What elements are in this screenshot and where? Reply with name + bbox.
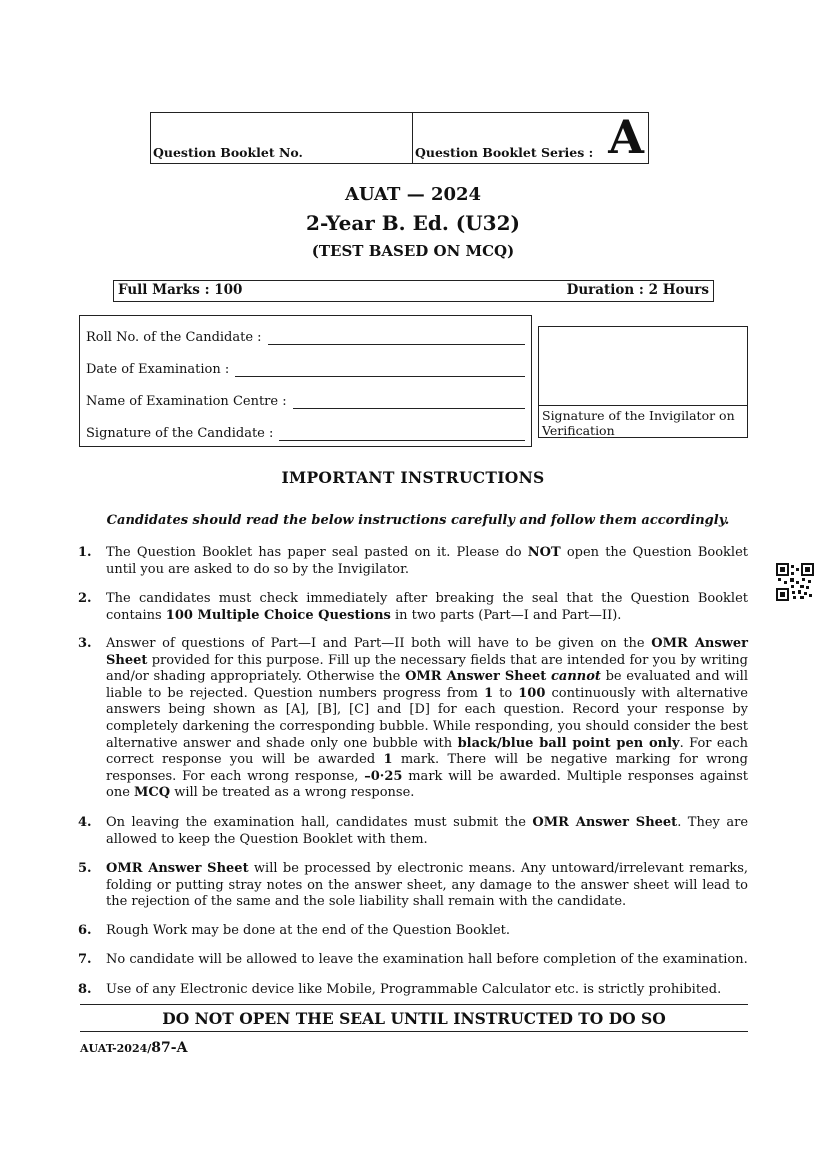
centre-line[interactable] — [293, 407, 525, 409]
duration: Duration : 2 Hours — [566, 282, 709, 298]
footer-rule-top — [80, 1004, 748, 1005]
instruction-item-5 — [78, 861, 748, 911]
instruction-item-4 — [78, 815, 748, 849]
booklet-code — [80, 1040, 187, 1056]
test-type: (TEST BASED ON MCQ) — [311, 242, 515, 260]
marks-duration-box — [113, 280, 714, 302]
booklet-header-box — [150, 112, 649, 164]
course-title: 2-Year B. Ed. (U32) — [306, 211, 520, 235]
exam-title: AUAT — 2024 — [344, 184, 482, 205]
booklet-no-label: Question Booklet No. — [153, 145, 303, 160]
instruction-item-6 — [78, 923, 748, 940]
roll-no-label: Roll No. of the Candidate : — [86, 330, 262, 345]
instruction-item-8 — [78, 982, 748, 999]
roll-no-line[interactable] — [268, 343, 525, 345]
invigilator-label: Signature of the Invigilator on Verification — [539, 405, 747, 437]
booklet-no-cell — [151, 113, 413, 163]
instruction-number: 2. — [78, 591, 92, 606]
instructions-heading: IMPORTANT INSTRUCTIONS — [281, 468, 545, 487]
instruction-text: OMR Answer Sheet will be processed by electronic means. Any untoward/irrelevant remarks, folding or putting stray notes on the answer sheet, any damage to the answer sheet will lead to the rejection of the same and the sole liability shall remain with the candidate. — [106, 861, 748, 910]
series-letter: A — [608, 110, 644, 164]
candidate-details-box — [79, 315, 532, 447]
full-marks: Full Marks : 100 — [118, 282, 243, 298]
instruction-number: 3. — [78, 636, 92, 651]
instruction-number: 1. — [78, 545, 92, 560]
instruction-text: On leaving the examination hall, candidates must submit the OMR Answer Sheet. They are allowed to keep the Question Booklet with them. — [106, 815, 749, 847]
instruction-number: 5. — [78, 861, 92, 876]
instruction-text: The Question Booklet has paper seal pasted on it. Please do NOT open the Question Booklet until you are asked to do so by the Invigilator. — [106, 545, 748, 577]
instruction-item-7 — [78, 952, 748, 969]
instructions-intro: Candidates should read the below instructions carefully and follow them accordingly. — [106, 513, 730, 528]
instruction-number: 6. — [78, 923, 92, 938]
invigilator-signature-box[interactable] — [538, 326, 748, 438]
centre-field[interactable] — [86, 394, 525, 409]
footer-rule-bottom — [80, 1031, 748, 1032]
instruction-text: Rough Work may be done at the end of the Question Booklet. — [106, 923, 511, 938]
instruction-item-3 — [78, 636, 748, 806]
instruction-text: No candidate will be allowed to leave the examination hall before completion of the examination. — [106, 952, 748, 967]
instruction-text: Use of any Electronic device like Mobile, Programmable Calculator etc. is strictly prohibited. — [106, 982, 722, 997]
date-line[interactable] — [235, 375, 525, 377]
booklet-code-suffix: 87-A — [151, 1040, 188, 1056]
signature-field[interactable] — [86, 426, 525, 441]
instruction-item-2 — [78, 591, 748, 625]
seal-notice: DO NOT OPEN THE SEAL UNTIL INSTRUCTED TO DO SO — [162, 1009, 666, 1028]
instruction-number: 8. — [78, 982, 92, 997]
signature-line[interactable] — [279, 439, 525, 441]
instruction-text: The candidates must check immediately after breaking the seal that the Question Booklet contains 100 Multiple Choice Questions in two parts (Part—I and Part—II). — [106, 591, 748, 623]
centre-label: Name of Examination Centre : — [86, 394, 287, 409]
booklet-series-label: Question Booklet Series : — [415, 145, 594, 160]
instruction-text: Answer of questions of Part—I and Part—II both will have to be given on the OMR Answer Sheet provided for this purpose. Fill up the necessary fields that are intended for you by writing and/or shading appropriately. Otherwise the OMR Answer Sheet cannot be evaluated and will liable to be rejected. Question numbers progress from 1 to 100 continuously with alternative answers being shown as [A], [B], [C] and [D] for each question. Record your response by completely darkening the corresponding bubble. While responding, you should consider the best alternative answer and shade only one bubble with black/blue ball point pen only. For each correct response you will be awarded 1 mark. There will be negative marking for wrong responses. For each wrong response, –0·25 mark will be awarded. Multiple responses against one MCQ will be treated as a wrong response. — [106, 636, 749, 801]
booklet-series-cell — [413, 110, 648, 164]
roll-no-field[interactable] — [86, 330, 525, 345]
booklet-code-prefix: AUAT-2024/ — [80, 1042, 152, 1055]
date-field[interactable] — [86, 362, 525, 377]
signature-label: Signature of the Candidate : — [86, 426, 274, 441]
instruction-number: 7. — [78, 952, 92, 967]
instruction-number: 4. — [78, 815, 92, 830]
qr-code-icon — [776, 563, 814, 601]
date-label: Date of Examination : — [86, 362, 230, 377]
instruction-item-1 — [78, 545, 748, 579]
